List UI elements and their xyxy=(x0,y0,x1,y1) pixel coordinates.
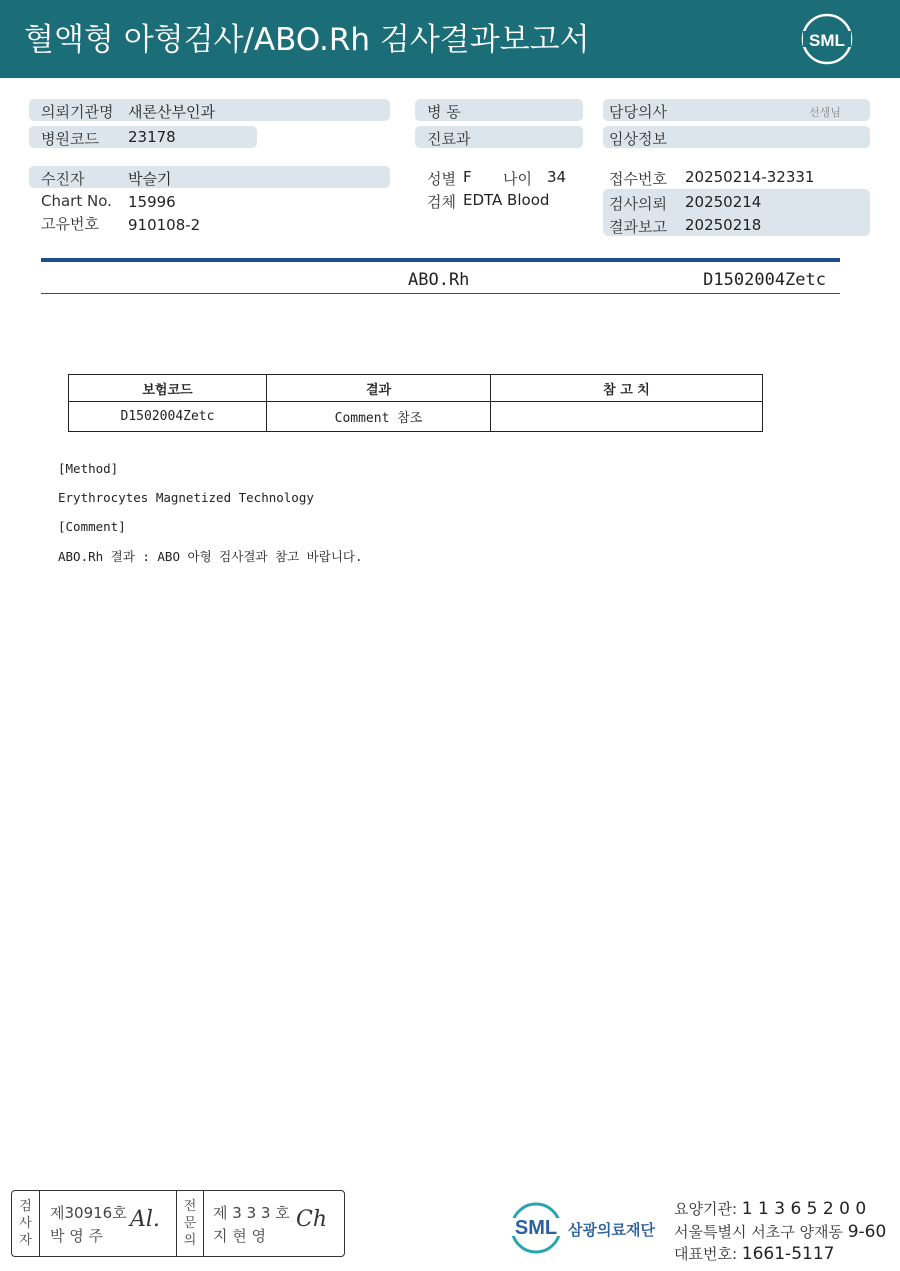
reception-value: 20250214-32331 xyxy=(685,168,815,186)
hospital-code-value: 23178 xyxy=(128,128,176,146)
cell-reference xyxy=(491,402,763,432)
cell-insurance-code: D1502004Zetc xyxy=(69,402,267,432)
dept-label: 진료과 xyxy=(427,130,471,148)
comment-label: [Comment] xyxy=(58,519,126,534)
header-reference: 참 고 치 xyxy=(491,375,763,402)
examiner-column xyxy=(12,1191,40,1256)
specialist-signature: Ch xyxy=(296,1207,328,1232)
examiner-number: 제30916호 xyxy=(50,1204,127,1222)
age-value: 34 xyxy=(547,168,567,186)
test-name: ABO.Rh xyxy=(408,270,470,290)
header-insurance-code: 보험코드 xyxy=(69,375,267,402)
specialist-name: 지 현 영 xyxy=(213,1227,267,1245)
specimen-label: 검체 xyxy=(427,193,456,211)
test-code: D1502004Zetc xyxy=(703,270,826,290)
sml-logo-icon xyxy=(800,12,854,66)
examiner-signature: Al. xyxy=(130,1207,160,1232)
table-row xyxy=(69,402,763,432)
doctor-suffix: 선생님 xyxy=(809,106,841,119)
address-number: 9-60 xyxy=(847,1222,887,1242)
signature-box xyxy=(11,1190,345,1257)
uid-label: 고유번호 xyxy=(41,215,99,233)
institution-number-line xyxy=(674,1198,866,1219)
institution-number: 1 1 3 6 5 2 0 0 xyxy=(741,1199,867,1219)
sex-value: F xyxy=(463,168,472,186)
address-line xyxy=(674,1221,886,1242)
examiner-col-text: 검사자 xyxy=(19,1199,32,1248)
method-text: Erythrocytes Magnetized Technology xyxy=(58,490,314,505)
specialist-column xyxy=(176,1191,204,1256)
clinical-label: 임상정보 xyxy=(609,130,667,148)
institution-number-label: 요양기관: xyxy=(674,1200,738,1218)
hospital-code-label: 병원코드 xyxy=(41,130,99,148)
request-label: 검사의뢰 xyxy=(609,195,667,213)
institution-label: 의뢰기관명 xyxy=(41,103,114,121)
request-value: 20250214 xyxy=(685,193,762,211)
uid-value: 910108-2 xyxy=(128,216,201,234)
phone-line xyxy=(674,1243,834,1264)
chart-label: Chart No. xyxy=(41,192,112,210)
comment-text: ABO.Rh 결과 : ABO 아형 검사결과 참고 바랍니다. xyxy=(58,549,363,564)
header-result: 결과 xyxy=(267,375,491,402)
phone-number: 1661-5117 xyxy=(741,1244,835,1264)
section-rule-top xyxy=(41,258,840,262)
reception-label: 접수번호 xyxy=(609,170,667,188)
address: 서울특별시 서초구 양재동 xyxy=(674,1223,843,1241)
doctor-label: 담당의사 xyxy=(609,103,667,121)
report-date-value: 20250218 xyxy=(685,216,762,234)
specimen-value: EDTA Blood xyxy=(463,191,550,209)
cell-result: Comment 참조 xyxy=(267,402,491,432)
specialist-col-text: 전문의 xyxy=(183,1199,197,1248)
examiner-name: 박 영 주 xyxy=(50,1227,104,1245)
phone-label: 대표번호: xyxy=(674,1245,738,1263)
method-label: [Method] xyxy=(58,461,119,476)
age-label: 나이 xyxy=(503,170,532,188)
patient-value: 박슬기 xyxy=(128,170,172,188)
result-table xyxy=(68,374,763,432)
report-title: 혈액형 아형검사/ABO.Rh 검사결과보고서 xyxy=(24,22,590,58)
chart-value: 15996 xyxy=(128,193,176,211)
patient-label: 수진자 xyxy=(41,170,85,188)
table-header-row xyxy=(69,375,763,402)
section-rule-bottom xyxy=(41,293,840,294)
footer-logo-text: SML xyxy=(514,1217,558,1239)
specialist-number: 제 3 3 3 호 xyxy=(213,1204,290,1222)
ward-label: 병 동 xyxy=(427,103,461,121)
sex-label: 성별 xyxy=(427,170,456,188)
report-header xyxy=(0,0,900,78)
report-date-label: 결과보고 xyxy=(609,218,667,236)
institution-value: 새론산부인과 xyxy=(128,103,215,121)
logo-text: SML xyxy=(809,31,845,50)
organization-name: 삼광의료재단 xyxy=(568,1221,655,1239)
organization-logo xyxy=(510,1198,670,1258)
